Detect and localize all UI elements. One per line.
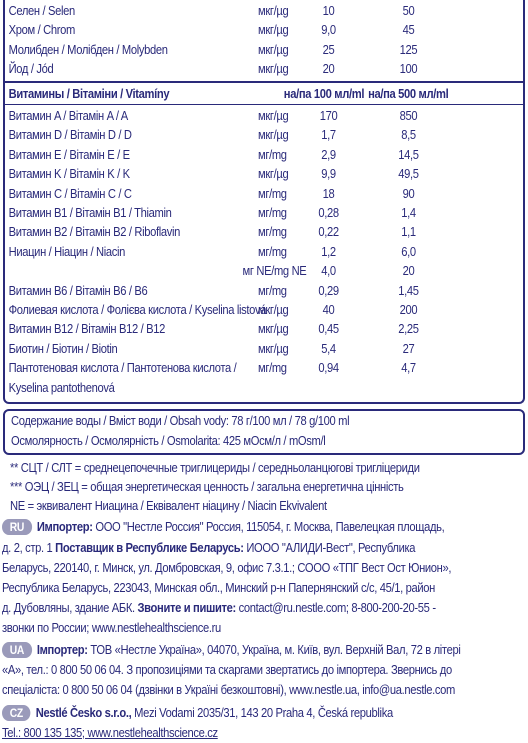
- value-100ml: 0,29: [318, 282, 339, 298]
- nutrient-name: Витамин B6 / Вітамін B6 / B6: [8, 282, 148, 298]
- cz-badge: CZ: [2, 705, 31, 721]
- nutrient-unit: мг/mg: [258, 224, 287, 240]
- nutrient-name: Витамин B1 / Вітамін B1 / Thiamin: [8, 205, 172, 220]
- value-100ml: 1,7: [321, 127, 336, 143]
- nutrient-name: Витамин K / Вітамін K / K: [8, 166, 130, 182]
- minerals-row: [0, 1, 454, 20]
- vitamins-row: [0, 319, 454, 338]
- nutrient-unit: мг NE/mg NE: [242, 263, 307, 279]
- vitamins-row: [0, 222, 454, 241]
- nutrient-unit: мг/mg: [258, 185, 287, 201]
- ru-contact-label: Звоните и пишите:: [137, 600, 236, 615]
- value-100ml: 9,0: [321, 22, 336, 38]
- minerals-row: [0, 20, 454, 39]
- vitamins-header: [0, 84, 454, 103]
- ua-badge: UA: [2, 642, 32, 658]
- value-100ml: 2,9: [321, 146, 336, 162]
- vitamins-row: [0, 106, 454, 125]
- nutrient-unit: мкг/µg: [258, 302, 289, 317]
- value-100ml: 0,45: [318, 321, 339, 337]
- table-divider: [5, 81, 523, 83]
- value-500ml: 49,5: [398, 166, 419, 182]
- nutrient-name: Ниацин / Ніацин / Niacin: [8, 243, 126, 259]
- col-100ml: на/па 100 мл/ml: [283, 85, 365, 101]
- minerals-row: [0, 59, 454, 78]
- vitamins-row: [0, 145, 454, 164]
- nutrient-name: Йод / Jód: [8, 61, 54, 77]
- vitamins-row: [0, 300, 454, 319]
- nutrient-unit: мг/mg: [258, 282, 287, 298]
- footnote-mct: ** СЦТ / СЛТ = среднецепочечные триглицериды / середньоланцюгові тригліцериди: [10, 460, 420, 475]
- nutrient-name: Витамин D / Вітамін D / D: [8, 127, 132, 143]
- nutrient-name: Витамин E / Вітамін E / E: [8, 146, 130, 162]
- nutrient-name: Витамин B12 / Вітамін B12 / B12: [8, 321, 165, 337]
- nutrient-unit: мкг/µg: [258, 127, 289, 143]
- value-100ml: 0,22: [318, 224, 339, 240]
- value-100ml: 20: [322, 61, 335, 77]
- ru-contact: contact@ru.nestle.com; 8-800-200-20-55 -: [235, 600, 436, 615]
- cz-website: www.nestlehealthscience.cz: [87, 725, 218, 740]
- value-500ml: 850: [399, 108, 418, 123]
- value-500ml: 1,4: [401, 205, 416, 220]
- value-500ml: 90: [402, 185, 415, 201]
- value-100ml: 0,94: [318, 360, 339, 376]
- vitamins-row: [0, 261, 454, 280]
- nutrient-name: Хром / Chrom: [8, 22, 75, 38]
- vitamins-row: [0, 242, 454, 261]
- vitamins-row: [0, 125, 454, 144]
- cz-company: Nestlé Česko s.r.o.,: [35, 705, 132, 720]
- value-100ml: 1,2: [321, 243, 336, 259]
- value-500ml: 1,1: [401, 224, 416, 240]
- water-info-box: [3, 409, 525, 455]
- osmolarity: Осмолярность / Осмолярність / Osmolarita: 425 мОсм/л / mOsm/l: [11, 433, 326, 448]
- nutrient-unit: мкг/µg: [258, 340, 289, 356]
- nutrient-name: Витамин B2 / Вітамін B2 / Riboflavin: [8, 224, 181, 240]
- value-100ml: 9,9: [321, 166, 336, 182]
- nutrient-unit: мг/mg: [258, 146, 287, 162]
- value-100ml: 18: [322, 185, 335, 201]
- col-500ml: на/па 500 мл/ml: [368, 85, 449, 101]
- ru-badge: RU: [2, 519, 32, 535]
- nutrient-name: Фолиевая кислота / Фолієва кислота / Kyselina listová: [8, 302, 267, 317]
- value-500ml: 8,5: [401, 127, 416, 143]
- value-500ml: 125: [399, 41, 418, 57]
- value-100ml: 0,28: [318, 205, 339, 220]
- footnote-energy: *** ОЭЦ / ЗЕЦ = общая энергетическая ценность / загальна енергетична цінність: [10, 479, 404, 494]
- nutrient-unit: мкг/µg: [258, 61, 289, 77]
- nutrient-unit: мкг/µg: [258, 22, 289, 38]
- nutrient-name: Пантотеновая кислота / Пантотенова кислота /: [8, 360, 237, 376]
- nutrient-unit: мкг/µg: [258, 41, 289, 57]
- value-100ml: 170: [319, 108, 338, 123]
- value-500ml: 14,5: [398, 146, 419, 162]
- ua-importer-label: Імпортер:: [36, 642, 88, 657]
- nutrient-name: Витамин C / Вітамін C / C: [8, 185, 132, 201]
- vitamins-row: [0, 358, 454, 377]
- nutrient-unit: мг/mg: [258, 243, 287, 259]
- nutrient-name: Kyselina pantothenová: [8, 379, 115, 395]
- ru-website: звонки по России; www.nestlehealthscience.ru: [2, 620, 221, 635]
- ru-supplier-label: Поставщик в Республике Беларусь:: [55, 540, 244, 555]
- vitamins-row: [0, 164, 454, 183]
- footnote-ne: NE = эквивалент Ниацина / Еквівалент ніацину / Niacin Ekvivalent: [10, 498, 327, 513]
- nutrient-unit: мкг/µg: [258, 3, 289, 18]
- value-500ml: 200: [399, 302, 418, 317]
- nutrient-name: Молибден / Молібден / Molybden: [8, 41, 168, 57]
- ru-importer-label: Импортер:: [36, 519, 93, 534]
- water-content: Содержание воды / Вміст води / Obsah vody: 78 г/100 мл / 78 g/100 ml: [11, 413, 350, 428]
- value-100ml: 40: [322, 302, 335, 317]
- nutrient-unit: мкг/µg: [258, 108, 289, 123]
- nutrient-unit: мг/mg: [258, 205, 287, 220]
- value-100ml: 10: [322, 3, 335, 18]
- value-100ml: 25: [322, 41, 335, 57]
- vitamins-title: Витамины / Вітаміни / Vitamíny: [8, 85, 170, 101]
- nutrient-unit: мг/mg: [258, 360, 287, 376]
- header-divider: [5, 104, 523, 105]
- nutrient-unit: мкг/µg: [258, 321, 289, 337]
- minerals-row: [0, 40, 454, 59]
- value-500ml: 27: [402, 340, 415, 356]
- vitamins-row: [0, 203, 454, 222]
- vitamins-row: [0, 184, 454, 203]
- value-500ml: 100: [399, 61, 418, 77]
- value-500ml: 4,7: [401, 360, 416, 376]
- nutrient-name: Витамин A / Вітамін A / A: [8, 108, 128, 123]
- vitamins-row: [0, 378, 454, 397]
- value-500ml: 45: [402, 22, 415, 38]
- nutrient-unit: мкг/µg: [258, 166, 289, 182]
- vitamins-row: [0, 281, 454, 300]
- value-100ml: 5,4: [321, 340, 336, 356]
- nutrient-name: Селен / Selen: [8, 3, 75, 18]
- value-500ml: 20: [402, 263, 415, 279]
- value-500ml: 2,25: [398, 321, 419, 337]
- value-500ml: 1,45: [398, 282, 419, 298]
- value-100ml: 4,0: [321, 263, 336, 279]
- cz-phone: Tel.: 800 135 135;: [2, 725, 88, 740]
- ua-contact: спеціаліста: 0 800 50 06 04 (дзвінки в Україні безкоштовні), www.nestle.ua, info@ua.nestle.com: [2, 682, 456, 697]
- nutrient-name: Биотин / Біотин / Biotin: [8, 340, 118, 356]
- value-500ml: 6,0: [401, 243, 416, 259]
- vitamins-row: [0, 339, 454, 358]
- value-500ml: 50: [402, 3, 415, 18]
